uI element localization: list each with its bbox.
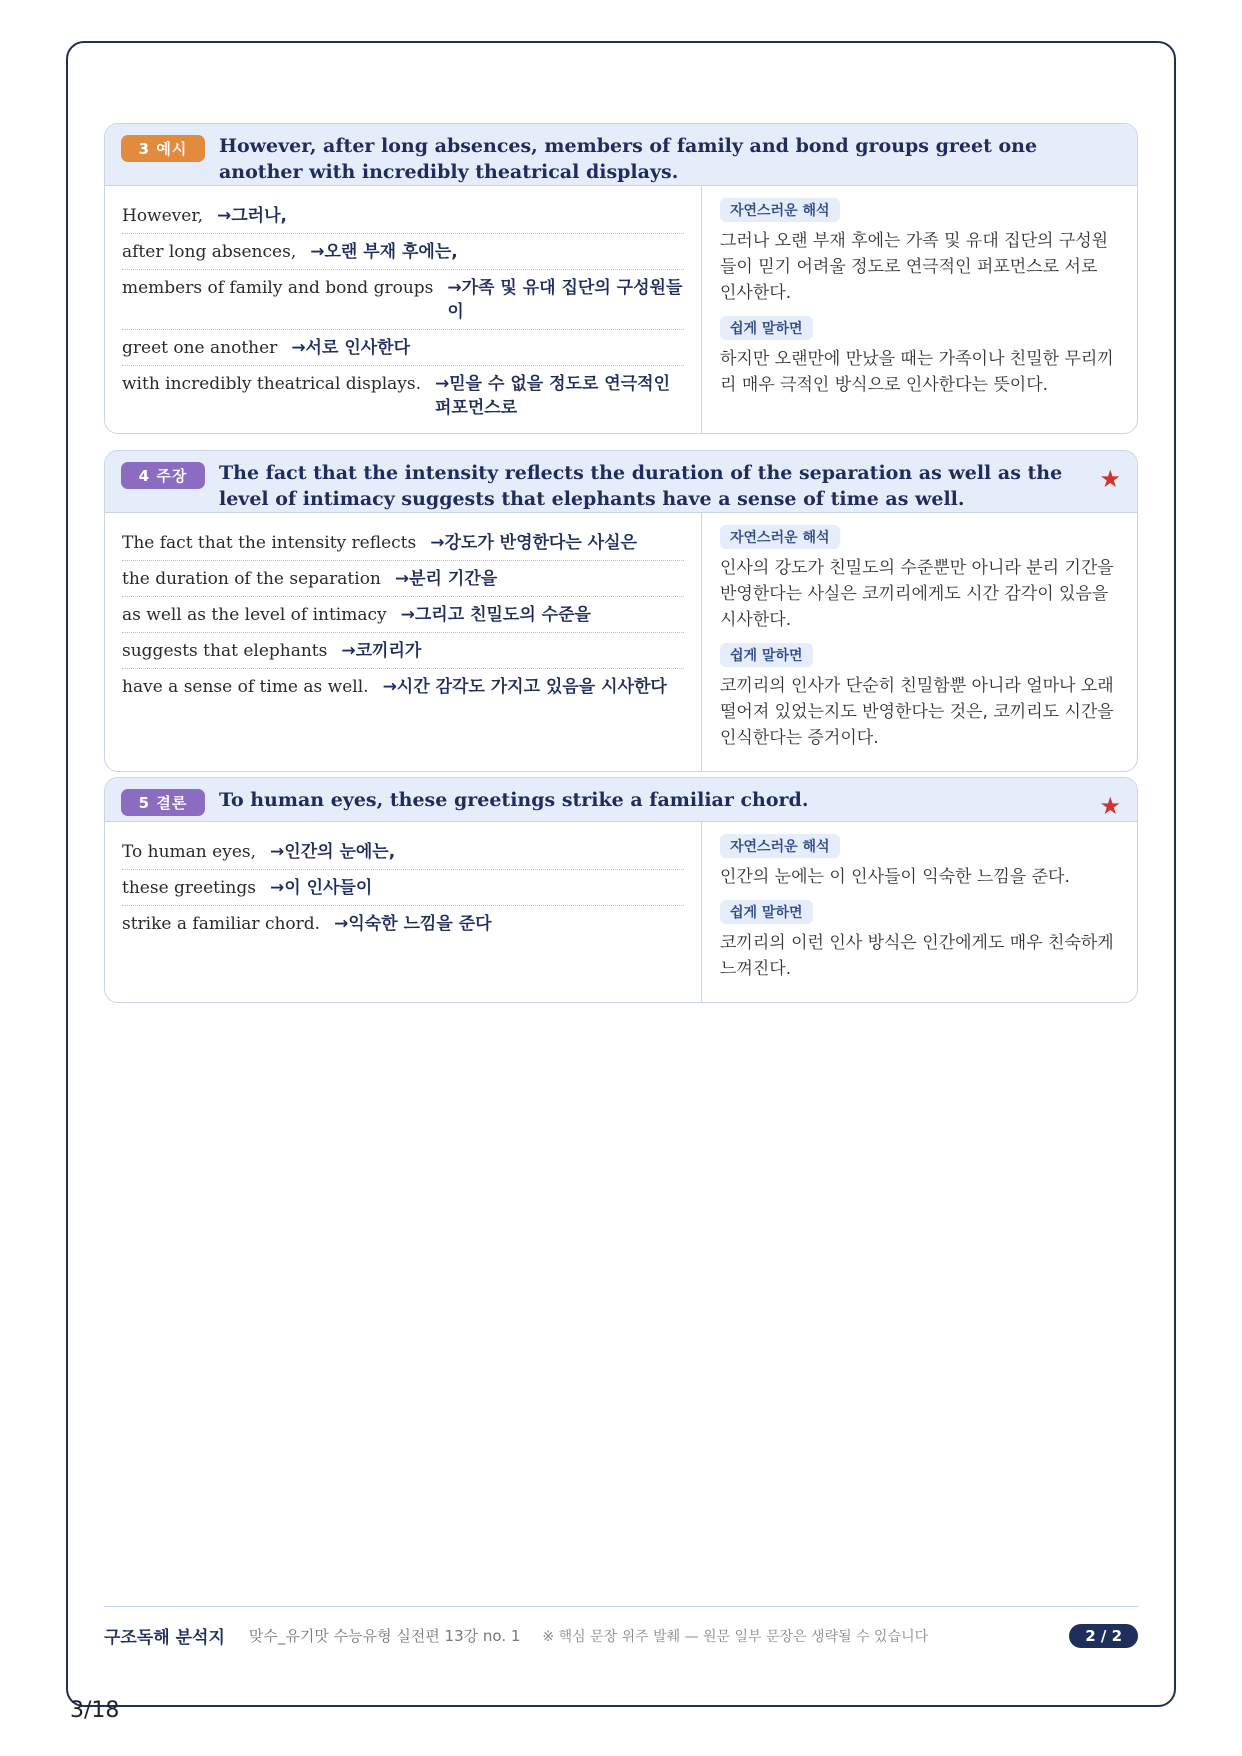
easy-text: 코끼리의 인사가 단순히 친밀함뿐 아니라 얼마나 오래 떨어져 있었는지도 반영한다는 것은, 코끼리도 시간을 인식한다는 증거이다. bbox=[720, 676, 1114, 748]
footer-note: ※ 핵심 문장 위주 발췌 — 원문 일부 문장은 생략될 수 있습니다 bbox=[542, 1628, 929, 1645]
chunk-korean: →강도가 반영한다는 사실은 bbox=[430, 533, 637, 553]
chunk-list bbox=[105, 186, 702, 433]
chunk-korean: →오랜 부재 후에는, bbox=[310, 242, 458, 262]
chunk-korean: →이 인사들이 bbox=[269, 878, 373, 898]
easy-label: 쉽게 말하면 bbox=[720, 643, 813, 667]
natural-text: 인사의 강도가 친밀도의 수준뿐만 아니라 분리 기간을 반영한다는 사실은 코끼리에게도 시간 감각이 있음을 시사한다. bbox=[720, 558, 1114, 630]
footer-page-badge: 2 / 2 bbox=[1069, 1624, 1138, 1648]
natural-text: 그러나 오랜 부재 후에는 가족 및 유대 집단의 구성원들이 믿기 어려울 정도로 연극적인 퍼포먼스로 서로 인사한다. bbox=[720, 231, 1109, 303]
chunk-korean: →그리고 친밀도의 수준을 bbox=[400, 605, 591, 625]
natural-text: 인간의 눈에는 이 인사들이 익숙한 느낌을 준다. bbox=[720, 867, 1070, 887]
easy-text: 하지만 오랜만에 만났을 때는 가족이나 친밀한 무리끼리 매우 극적인 방식으로 인사한다는 뜻이다. bbox=[720, 349, 1114, 395]
section-badge: 3 예시 bbox=[121, 135, 205, 162]
chunk-korean: →코끼리가 bbox=[341, 641, 422, 661]
interpretation-panel bbox=[702, 822, 1137, 1002]
chunk-row bbox=[122, 525, 684, 561]
natural-label: 자연스러운 해석 bbox=[720, 525, 840, 549]
section-sentence: To human eyes, these greetings strike a familiar chord. bbox=[219, 789, 809, 811]
chunk-korean: →서로 인사한다 bbox=[291, 338, 411, 358]
chunk-english: strike a familiar chord. bbox=[122, 914, 321, 934]
page-footer bbox=[104, 1606, 1138, 1652]
chunk-english: have a sense of time as well. bbox=[122, 677, 369, 697]
natural-label: 자연스러운 해석 bbox=[720, 834, 840, 858]
chunk-english: as well as the level of intimacy bbox=[122, 605, 387, 625]
section-header bbox=[105, 451, 1137, 513]
star-icon: ★ bbox=[1099, 465, 1121, 493]
section-header bbox=[105, 124, 1137, 186]
natural-label: 자연스러운 해석 bbox=[720, 198, 840, 222]
star-icon: ★ bbox=[1099, 792, 1121, 820]
easy-text: 코끼리의 이런 인사 방식은 인간에게도 매우 친숙하게 느껴진다. bbox=[720, 933, 1114, 979]
easy-label: 쉽게 말하면 bbox=[720, 316, 813, 340]
interpretation-panel bbox=[702, 513, 1137, 771]
section-sentence: The fact that the intensity reflects the duration of the separation as well as the level of intimacy suggests that elephants have a sense of time as well. bbox=[219, 462, 1063, 510]
chunk-english: suggests that elephants bbox=[122, 641, 328, 661]
chunk-korean: →믿을 수 없을 정도로 연극적인 퍼포먼스로 bbox=[435, 374, 670, 418]
chunk-row bbox=[122, 669, 684, 704]
chunk-english: However, bbox=[122, 206, 203, 226]
chunk-english: these greetings bbox=[122, 878, 256, 898]
chunk-english: members of family and bond groups bbox=[122, 278, 434, 298]
section-card-5 bbox=[104, 777, 1138, 1003]
section-card-3 bbox=[104, 123, 1138, 434]
chunk-english: the duration of the separation bbox=[122, 569, 381, 589]
chunk-row bbox=[122, 234, 684, 270]
chunk-list bbox=[105, 513, 702, 771]
chunk-korean: →가족 및 유대 집단의 구성원들이 bbox=[447, 278, 683, 322]
chunk-row bbox=[122, 270, 684, 330]
chunk-english: greet one another bbox=[122, 338, 278, 358]
chunk-korean: →시간 감각도 가지고 있음을 시사한다 bbox=[382, 677, 667, 697]
section-sentence: However, after long absences, members of family and bond groups greet one another with incredibly theatrical displays. bbox=[219, 135, 1038, 183]
footer-title: 구조독해 분석지 bbox=[104, 1628, 225, 1648]
chunk-row bbox=[122, 633, 684, 669]
chunk-row bbox=[122, 870, 684, 906]
chunk-row bbox=[122, 834, 684, 870]
footer-subtitle: 맞수_유기맛 수능유형 실전편 13강 no. 1 bbox=[248, 1627, 521, 1645]
section-badge: 4 주장 bbox=[121, 462, 205, 489]
chunk-row bbox=[122, 561, 684, 597]
chunk-english: after long absences, bbox=[122, 242, 297, 262]
chunk-english: with incredibly theatrical displays. bbox=[122, 374, 422, 394]
chunk-list bbox=[105, 822, 702, 1002]
chunk-row bbox=[122, 366, 684, 425]
chunk-korean: →인간의 눈에는, bbox=[270, 842, 396, 862]
interpretation-panel bbox=[702, 186, 1137, 433]
chunk-english: The fact that the intensity reflects bbox=[122, 533, 417, 553]
chunk-korean: →그러나, bbox=[217, 206, 287, 226]
page-counter: 3/18 bbox=[70, 1698, 120, 1723]
section-card-4 bbox=[104, 450, 1138, 772]
chunk-korean: →분리 기간을 bbox=[394, 569, 498, 589]
chunk-row bbox=[122, 906, 684, 941]
section-header bbox=[105, 778, 1137, 822]
section-badge: 5 결론 bbox=[121, 789, 205, 816]
chunk-english: To human eyes, bbox=[122, 842, 257, 862]
easy-label: 쉽게 말하면 bbox=[720, 900, 813, 924]
chunk-row bbox=[122, 330, 684, 366]
chunk-row bbox=[122, 198, 684, 234]
chunk-row bbox=[122, 597, 684, 633]
chunk-korean: →익숙한 느낌을 준다 bbox=[334, 914, 492, 934]
